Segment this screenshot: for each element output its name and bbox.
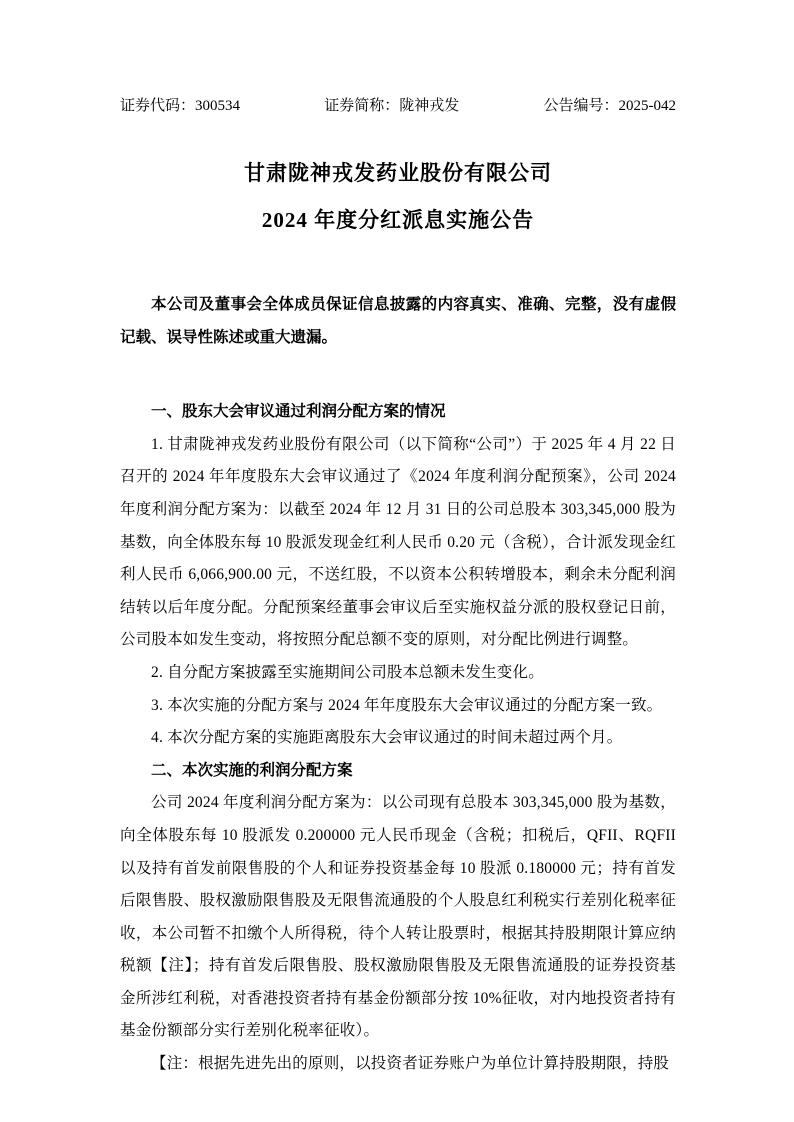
stock-code: 证券代码：300534 [120,98,241,114]
section-2-heading: 二、本次实施的利润分配方案 [151,761,353,779]
section-1-paragraph-3: 3. 本次实施的分配方案与 2024 年年度股东大会审议通过的分配方案一致。 [151,696,663,714]
disclaimer-statement: 本公司及董事会全体成员保证信息披露的内容真实、准确、完整，没有虚假记载、误导性陈述或重大遗漏。 [120,296,676,346]
section-2-paragraph-1: 公司 2024 年度利润分配方案为：以公司现有总股本 303,345,000 股为基数，向全体股东每 10 股派发 0.200000 元人民币现金（含税；扣税后，QFII、RQFII 以及持有首发前限售股的个人和证券投资基金每 10 股派 0.180000 元；持有首发后限售股、股权激励限售股及无限售流通股的个人股息红利税实行差别化税率征收，本公司暂不扣缴个人所得税，待个人转让股票时，根据其持股期限计算应纳税额【注】；持有首发后限售股、股权激励限售股及无限售流通股的证券投资基金所涉红利税，对香港投资者持有基金份额部分按 10%征收，对内地投资者持有基金份额部分实行差别化税率征收）。 [120,794,676,1040]
section-1-heading: 一、股东大会审议通过利润分配方案的情况 [151,403,446,421]
section-1-paragraph-1: 1. 甘肃陇神戎发药业股份有限公司（以下简称“公司”）于 2025 年 4 月 22 日召开的 2024 年年度股东大会审议通过了《2024 年度利润分配预案》，公司 2024 年度利润分配方案为：以截至 2024 年 12 月 31 日的公司总股本 303,345,000 股为基数，向全体股东每 10 股派发现金红利人民币 0.20 元（含税），合计派发现金红利人民币 6,066,900.00 元，不送红股，不以资本公积转增股本，剩余未分配利润结转以后年度分配。分配预案经董事会审议后至实施权益分派的股权登记日前，公司股本如发生变动，将按照分配总额不变的原则，对分配比例进行调整。 [120,435,676,649]
section-1-paragraph-2: 2. 自分配方案披露至实施期间公司股本总额未发生变化。 [151,663,544,681]
stock-name: 证券简称：陇神戎发 [324,98,460,114]
section-1-paragraph-4: 4. 本次分配方案的实施距离股东大会审议通过的时间未超过两个月。 [151,729,623,747]
announcement-number: 公告编号：2025-042 [543,98,676,114]
section-2-note-paragraph: 【注：根据先进先出的原则，以投资者证券账户为单位计算持股期限，持股 [151,1055,670,1073]
announcement-title: 2024 年度分红派息实施公告 [261,208,535,232]
doc-header [120,96,676,116]
company-name-title: 甘肃陇神戎发药业股份有限公司 [244,161,552,185]
